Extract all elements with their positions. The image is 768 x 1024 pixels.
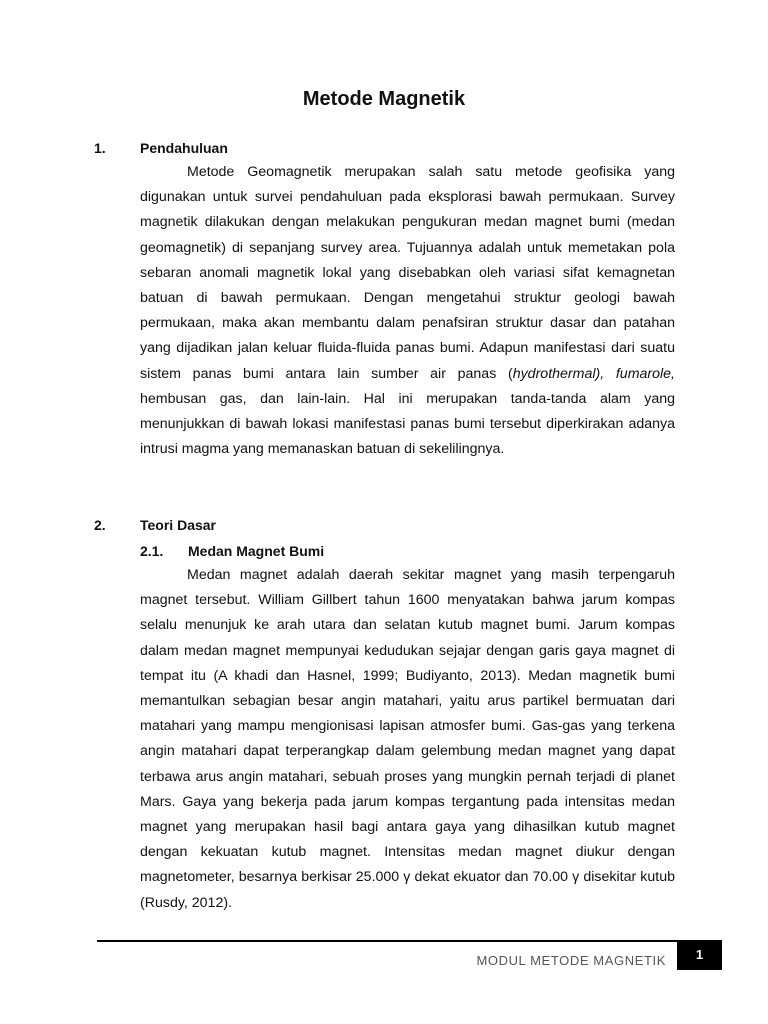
footer-title: MODUL METODE MAGNETIK	[476, 953, 666, 968]
section-number: 1.	[94, 140, 106, 156]
paragraph-medan-magnet: Medan magnet adalah daerah sekitar magnet yang masih terpengaruh magnet tersebut. William Gillbert tahun 1600 menyatakan bahwa jarum kompas selalu menunjuk ke arah utara dan selatan kutub magnet bumi. Jarum kompas dalam medan magnet mempunyai kedudukan sejajar dengan garis gaya magnet di tempat itu (A khadi dan Hasnel, 1999; Budiyanto, 2013). Medan magnetik bumi memantulkan sebagian besar angin matahari, yaitu arus partikel bermuatan dari matahari yang mampu mengionisasi lapisan atmosfer bumi. Gas-gas yang terkena angin matahari dapat terperangkap dalam gelembung medan magnet yang dapat terbawa arus angin matahari, sebuah proses yang mungkin pernah terjadi di planet Mars. Gaya yang bekerja pada jarum kompas tergantung pada intensitas medan magnet yang merupakan hasil bagi antara gaya yang dihasilkan kutub magnet dengan kekuatan kutub magnet. Intensitas medan magnet diukur dengan magnetometer, besarnya berkisar 25.000 γ dekat ekuator dan 70.00 γ disekitar kutub (Rusdy, 2012).	[140, 567, 675, 911]
page-title: Metode Magnetik	[302, 88, 466, 110]
section-heading-pendahuluan: Pendahuluan	[140, 140, 228, 156]
subsection-heading-medan-magnet-bumi: Medan Magnet Bumi	[188, 543, 325, 559]
section-heading-teori-dasar: Teori Dasar	[140, 517, 216, 533]
paragraph-text: Metode Geomagnetik merupakan salah satu metode geofisika yang digunakan untuk survei pendahuluan pada eksplorasi bawah permukaan. Survey magnetik dilakukan dengan melakukan pengukuran medan magnet bumi (medan geomagnetik) di sepanjang survey area. Tujuannya adalah untuk memetakan pola sebaran anomali magnetik lokal yang disebabkan oleh variasi sifat kemagnetan batuan di bawah permukaan. Dengan mengetahui struktur geologi bawah permukaan, maka akan membantu dalam penafsiran struktur dasar dan patahan yang dijadikan jalan keluar fluida-fluida panas bumi. Adapun manifestasi dari suatu sistem panas bumi antara lain sumber air panas (	[140, 164, 675, 382]
section-number: 2.	[94, 517, 106, 533]
paragraph-italic-text: hydrothermal), fumarole,	[512, 365, 675, 382]
paragraph-pendahuluan	[140, 160, 675, 462]
paragraph-text: hembusan gas, dan lain-lain. Hal ini merupakan tanda-tanda alam yang menunjukkan di bawah lokasi manifestasi panas bumi tersebut diperkirakan adanya intrusi magma yang memanaskan batuan di sekelilingnya.	[140, 390, 675, 458]
footer-divider	[97, 940, 677, 942]
page-number: 1	[677, 940, 722, 970]
subsection-number: 2.1.	[140, 543, 164, 559]
